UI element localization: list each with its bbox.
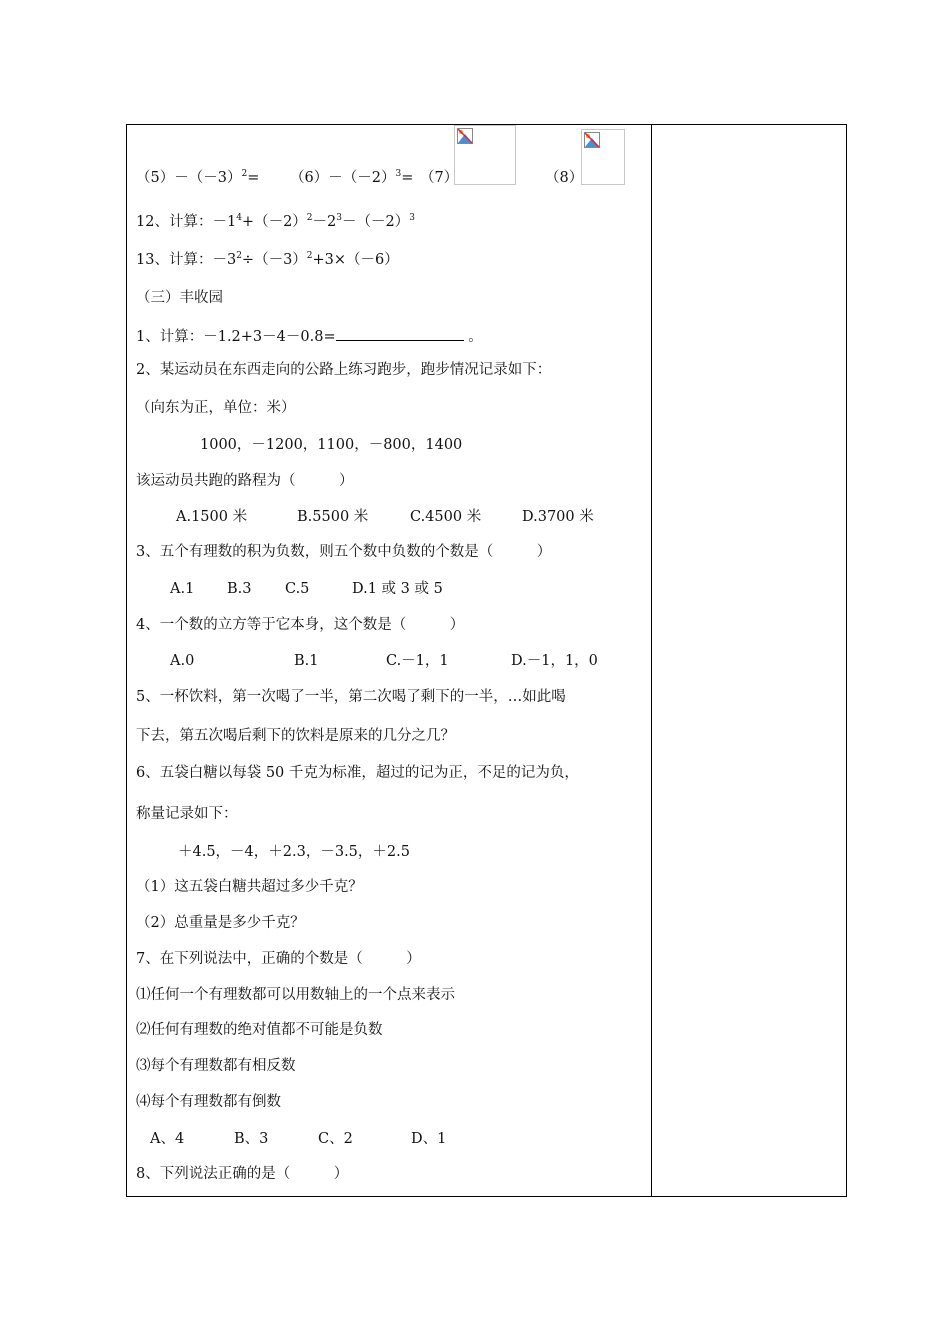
image-placeholder-8 bbox=[581, 129, 625, 185]
section-q8: 8、下列说法正确的是（ ） bbox=[136, 1166, 349, 1182]
section-q6-line2: 称量记录如下： bbox=[136, 806, 238, 822]
problem-7: （7） bbox=[420, 170, 459, 186]
q3-option-d: D.1 或 3 或 5 bbox=[352, 581, 443, 597]
q2-option-d: D.3700 米 bbox=[522, 509, 594, 525]
q4-option-d: D.－1，1，0 bbox=[511, 653, 598, 669]
q3-option-b: B.3 bbox=[227, 581, 252, 597]
section-title: （三）丰收园 bbox=[136, 290, 223, 306]
broken-image-icon bbox=[457, 128, 473, 144]
q7-item-2: ⑵任何有理数的绝对值都不可能是负数 bbox=[136, 1022, 383, 1038]
problem-8: （8） bbox=[545, 170, 584, 186]
question-12: 12、计算：$-1^4+(-2)^2-2^3-(-2)^3$ bbox=[136, 213, 415, 230]
q4-option-b: B.1 bbox=[294, 653, 319, 669]
broken-image-icon bbox=[584, 132, 600, 148]
q2-option-a: A.1500 米 bbox=[176, 509, 248, 525]
problem-5: $(5)-(-3)^2=$ bbox=[136, 169, 260, 186]
q7-item-4: ⑷每个有理数都有倒数 bbox=[136, 1094, 281, 1110]
q2-option-b: B.5500 米 bbox=[297, 509, 369, 525]
section-q6-sub2: （2）总重量是多少千克？ bbox=[136, 915, 305, 931]
q4-option-a: A.0 bbox=[170, 653, 195, 669]
section-q2-data: 1000，－1200，1100，－800，1400 bbox=[200, 437, 463, 453]
section-q7: 7、在下列说法中，正确的个数是（ ） bbox=[136, 951, 421, 967]
section-q6-data: ＋4.5，－4，＋2.3，－3.5，＋2.5 bbox=[178, 844, 410, 860]
question-13: 13、计算：$-3^2\div(-3)^2+3\times(-6)$ bbox=[136, 251, 399, 268]
q3-option-a: A.1 bbox=[170, 581, 195, 597]
section-q5-line1: 5、一杯饮料，第一次喝了一半，第二次喝了剩下的一半，…如此喝 bbox=[136, 689, 566, 705]
q7-option-b: B、3 bbox=[234, 1131, 269, 1147]
q7-item-1: ⑴任何一个有理数都可以用数轴上的一个点来表示 bbox=[136, 987, 455, 1003]
q3-option-c: C.5 bbox=[285, 581, 310, 597]
section-q1: 1、计算：－1.2+3－4－0.8= 。 bbox=[136, 324, 483, 347]
image-placeholder-7 bbox=[454, 125, 516, 185]
section-q3: 3、五个有理数的积为负数，则五个数中负数的个数是（ ） bbox=[136, 544, 552, 560]
section-q6-sub1: （1）这五袋白糖共超过多少千克？ bbox=[136, 879, 363, 895]
section-q6-line1: 6、五袋白糖以每袋 50 千克为标准，超过的记为正，不足的记为负， bbox=[136, 765, 579, 781]
section-q2-line1: 2、某运动员在东西走向的公路上练习跑步，跑步情况记录如下： bbox=[136, 362, 552, 378]
q7-item-3: ⑶每个有理数都有相反数 bbox=[136, 1058, 296, 1074]
q4-option-c: C.－1，1 bbox=[386, 653, 449, 669]
q2-option-c: C.4500 米 bbox=[410, 509, 482, 525]
column-divider bbox=[651, 124, 652, 1197]
section-q2-line4: 该运动员共跑的路程为（ ） bbox=[136, 473, 354, 489]
answer-blank bbox=[336, 324, 464, 341]
problem-6: $(6)-(-2)^3=$ bbox=[290, 169, 414, 186]
section-q4: 4、一个数的立方等于它本身，这个数是（ ） bbox=[136, 617, 465, 633]
q7-option-a: A、4 bbox=[150, 1131, 185, 1147]
section-q5-line2: 下去，第五次喝后剩下的饮料是原来的几分之几？ bbox=[136, 728, 455, 744]
q7-option-c: C、2 bbox=[318, 1131, 353, 1147]
section-q2-line2: （向东为正，单位：米） bbox=[136, 400, 296, 416]
q7-option-d: D、1 bbox=[411, 1131, 447, 1147]
